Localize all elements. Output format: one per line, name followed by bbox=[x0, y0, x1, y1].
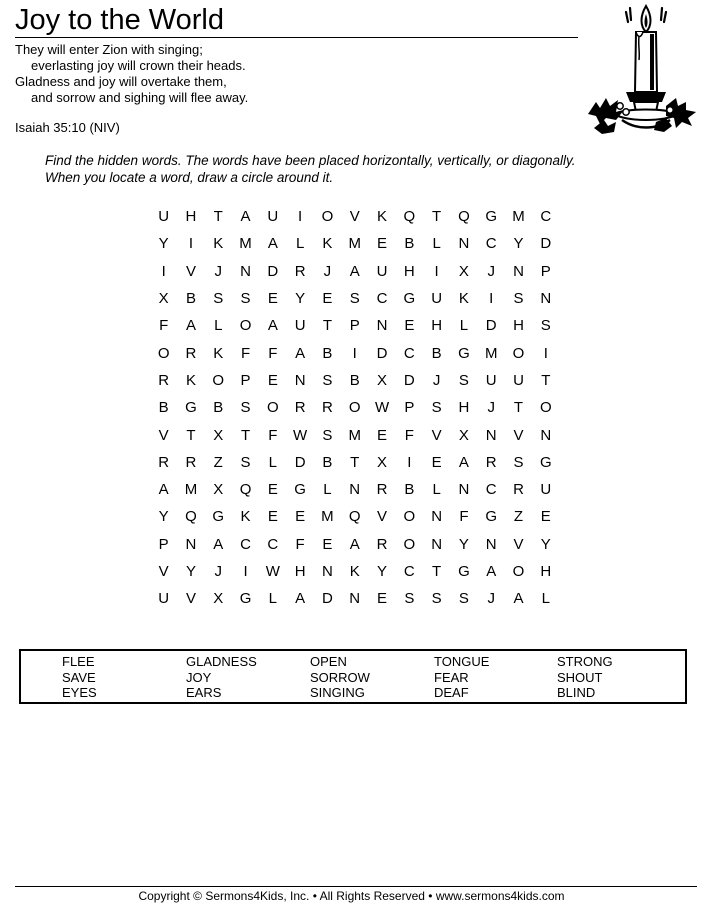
grid-letter[interactable]: S bbox=[349, 290, 360, 308]
grid-letter[interactable]: G bbox=[185, 399, 197, 417]
scripture-verse bbox=[15, 42, 575, 106]
word-sorrow: SORROW bbox=[310, 669, 370, 685]
word-save: SAVE bbox=[62, 669, 96, 685]
grid-letter[interactable]: G bbox=[239, 590, 252, 608]
grid-letter[interactable]: N bbox=[294, 371, 306, 389]
grid-letter[interactable]: Y bbox=[185, 563, 196, 580]
grid-letter[interactable]: N bbox=[240, 262, 251, 280]
grid-letter[interactable]: I bbox=[407, 453, 412, 471]
grid-letter[interactable]: S bbox=[513, 290, 524, 308]
grid-letter[interactable]: F bbox=[404, 426, 414, 444]
grid-letter[interactable]: S bbox=[240, 399, 251, 417]
grid-letter[interactable]: G bbox=[403, 290, 416, 308]
grid-letter[interactable]: Q bbox=[458, 208, 470, 226]
grid-letter[interactable]: T bbox=[186, 426, 196, 444]
grid-letter[interactable]: H bbox=[431, 317, 443, 335]
grid-letter[interactable]: V bbox=[185, 262, 196, 280]
grid-letter[interactable]: D bbox=[540, 235, 552, 253]
grid-letter[interactable]: E bbox=[295, 508, 306, 526]
grid-letter[interactable]: H bbox=[540, 563, 552, 580]
grid-letter[interactable]: E bbox=[267, 290, 278, 308]
grid-letter[interactable]: P bbox=[349, 317, 360, 335]
grid-letter[interactable]: C bbox=[485, 235, 497, 253]
grid-letter[interactable]: S bbox=[458, 590, 469, 608]
grid-letter[interactable]: O bbox=[512, 344, 525, 362]
word-gladness: GLADNESS bbox=[186, 654, 257, 669]
grid-letter[interactable]: G bbox=[485, 508, 498, 526]
grid-letter[interactable]: U bbox=[267, 208, 279, 226]
verse-line-3: Gladness and joy will overtake them, bbox=[15, 74, 227, 89]
grid-letter[interactable]: E bbox=[377, 235, 388, 253]
word-list-column-1 bbox=[62, 654, 97, 701]
word-list-column-3 bbox=[310, 654, 370, 701]
grid-letter[interactable]: A bbox=[240, 208, 251, 226]
grid-letter[interactable]: C bbox=[403, 344, 415, 362]
grid-letter[interactable]: X bbox=[458, 426, 469, 444]
grid-letter[interactable]: O bbox=[239, 317, 252, 335]
grid-letter[interactable]: S bbox=[458, 371, 469, 389]
grid-letter[interactable]: S bbox=[513, 453, 524, 471]
verse-line-4: and sorrow and sighing will flee away. bbox=[31, 90, 249, 105]
grid-letter[interactable]: G bbox=[294, 481, 306, 499]
grid-letter[interactable]: V bbox=[349, 208, 360, 226]
grid-letter[interactable]: M bbox=[239, 235, 252, 253]
grid-letter[interactable]: L bbox=[268, 590, 277, 608]
grid-letter[interactable]: O bbox=[321, 208, 334, 226]
grid-letter[interactable]: O bbox=[348, 399, 361, 417]
grid-letter[interactable]: S bbox=[322, 426, 333, 444]
grid-letter[interactable]: R bbox=[294, 262, 306, 280]
grid-letter[interactable]: B bbox=[404, 481, 415, 499]
grid-letter[interactable]: A bbox=[513, 590, 524, 608]
grid-letter[interactable]: S bbox=[322, 371, 333, 389]
grid-letter[interactable]: K bbox=[349, 563, 360, 580]
grid-letter[interactable]: D bbox=[403, 371, 415, 389]
grid-letter[interactable]: E bbox=[267, 508, 278, 526]
grid-letter[interactable]: M bbox=[348, 235, 361, 253]
word-open: OPEN bbox=[310, 654, 347, 669]
grid-letter[interactable]: F bbox=[459, 508, 469, 526]
grid-letter[interactable]: R bbox=[294, 399, 306, 417]
grid-letter[interactable]: L bbox=[323, 481, 332, 499]
grid-letter[interactable]: O bbox=[267, 399, 279, 417]
grid-letter[interactable]: E bbox=[377, 426, 388, 444]
grid-letter[interactable]: G bbox=[485, 208, 498, 226]
grid-letter[interactable]: F bbox=[268, 344, 278, 362]
grid-letter[interactable]: G bbox=[458, 344, 470, 362]
grid-letter[interactable]: R bbox=[513, 481, 524, 499]
grid-letter[interactable]: V bbox=[513, 426, 524, 444]
grid-letter[interactable]: Y bbox=[158, 235, 169, 253]
grid-letter[interactable]: A bbox=[295, 344, 306, 362]
grid-letter[interactable]: P bbox=[540, 262, 551, 280]
grid-letter[interactable]: U bbox=[376, 262, 388, 280]
grid-letter[interactable]: J bbox=[323, 262, 332, 280]
grid-letter[interactable]: N bbox=[513, 262, 524, 280]
grid-letter[interactable]: C bbox=[240, 535, 251, 553]
grid-letter[interactable]: M bbox=[321, 508, 334, 526]
grid-letter[interactable]: S bbox=[240, 453, 251, 471]
grid-letter[interactable]: N bbox=[322, 563, 333, 580]
grid-letter[interactable]: V bbox=[158, 563, 169, 580]
grid-letter[interactable]: C bbox=[540, 208, 552, 226]
grid-letter[interactable]: N bbox=[485, 535, 497, 553]
grid-letter[interactable]: E bbox=[540, 508, 551, 526]
grid-letter[interactable]: R bbox=[376, 481, 388, 499]
grid-letter[interactable]: N bbox=[458, 481, 470, 499]
grid-letter[interactable]: U bbox=[485, 371, 497, 389]
grid-letter[interactable]: R bbox=[158, 453, 170, 471]
word-ears: EARS bbox=[186, 685, 222, 700]
grid-letter[interactable]: I bbox=[352, 344, 357, 362]
grid-letter[interactable]: P bbox=[404, 399, 415, 417]
grid-letter[interactable]: A bbox=[267, 317, 278, 335]
grid-letter[interactable]: G bbox=[539, 453, 552, 471]
grid-letter[interactable]: R bbox=[158, 371, 170, 389]
grid-letter[interactable]: E bbox=[267, 371, 278, 389]
grid-letter[interactable]: Q bbox=[403, 208, 416, 226]
grid-letter[interactable]: P bbox=[158, 535, 169, 553]
grid-letter[interactable]: U bbox=[158, 208, 170, 226]
grid-letter[interactable]: Q bbox=[239, 481, 252, 499]
grid-letter[interactable]: Z bbox=[213, 453, 223, 471]
grid-letter[interactable]: N bbox=[431, 535, 443, 553]
grid-letter[interactable]: I bbox=[298, 208, 303, 226]
word-fear: FEAR bbox=[434, 669, 469, 685]
grid-letter[interactable]: V bbox=[158, 426, 169, 444]
instructions-line-1: Find the hidden words. The words have been placed horizontally, vertically, or diagonally. bbox=[45, 153, 576, 168]
grid-letter[interactable]: W bbox=[374, 399, 390, 417]
grid-letter[interactable]: I bbox=[489, 290, 494, 308]
grid-letter[interactable]: N bbox=[376, 317, 388, 335]
grid-letter[interactable]: N bbox=[431, 508, 443, 526]
word-flee: FLEE bbox=[62, 654, 95, 669]
grid-letter[interactable]: J bbox=[487, 399, 495, 417]
grid-letter[interactable]: F bbox=[240, 344, 251, 362]
grid-letter[interactable]: A bbox=[185, 317, 196, 335]
grid-letter[interactable]: O bbox=[157, 344, 170, 362]
grid-letter[interactable]: S bbox=[431, 399, 442, 417]
grid-letter[interactable]: V bbox=[185, 590, 196, 608]
grid-letter[interactable]: F bbox=[159, 317, 169, 335]
grid-letter[interactable]: E bbox=[267, 481, 278, 499]
grid-letter[interactable]: B bbox=[158, 399, 169, 417]
grid-letter[interactable]: L bbox=[459, 317, 469, 335]
grid-letter[interactable]: V bbox=[431, 426, 442, 444]
grid-letter[interactable]: K bbox=[240, 508, 251, 526]
word-list-column-5 bbox=[557, 654, 613, 701]
grid-letter[interactable]: F bbox=[295, 535, 305, 553]
grid-letter[interactable]: A bbox=[458, 453, 469, 471]
grid-letter[interactable]: E bbox=[404, 317, 415, 335]
grid-letter[interactable]: H bbox=[185, 208, 197, 226]
grid-letter[interactable]: M bbox=[184, 481, 198, 499]
grid-letter[interactable]: D bbox=[294, 453, 306, 471]
candle-with-holly-icon bbox=[586, 2, 698, 136]
grid-letter[interactable]: B bbox=[349, 371, 360, 389]
grid-letter[interactable]: S bbox=[240, 290, 251, 308]
grid-letter[interactable]: E bbox=[431, 453, 442, 471]
grid-letter[interactable]: S bbox=[540, 317, 551, 335]
word-tongue: TONGUE bbox=[434, 654, 490, 669]
grid-letter[interactable]: E bbox=[377, 590, 388, 608]
grid-letter[interactable]: D bbox=[322, 590, 333, 608]
grid-letter[interactable]: J bbox=[432, 371, 441, 389]
grid-letter[interactable]: B bbox=[431, 344, 442, 362]
grid-letter[interactable]: R bbox=[185, 453, 197, 471]
grid-letter[interactable]: E bbox=[322, 290, 333, 308]
word-list-box bbox=[19, 649, 687, 704]
instructions bbox=[45, 152, 665, 186]
grid-letter[interactable]: D bbox=[485, 317, 497, 335]
grid-letter[interactable]: K bbox=[213, 344, 224, 362]
copyright-notice: Copyright © Sermons4Kids, Inc. • All Rights Reserved • www.sermons4kids.com bbox=[138, 889, 565, 903]
word-strong: STRONG bbox=[557, 654, 613, 669]
grid-letter[interactable]: T bbox=[322, 317, 333, 335]
grid-letter[interactable]: U bbox=[294, 317, 306, 335]
grid-letter[interactable]: U bbox=[431, 290, 443, 308]
grid-letter[interactable]: M bbox=[512, 208, 525, 226]
grid-letter[interactable]: T bbox=[240, 426, 251, 444]
grid-letter[interactable]: C bbox=[403, 563, 415, 580]
grid-letter[interactable]: B bbox=[322, 344, 333, 362]
word-shout: SHOUT bbox=[557, 669, 603, 685]
grid-letter[interactable]: N bbox=[458, 235, 470, 253]
grid-letter[interactable]: C bbox=[267, 535, 279, 553]
grid-letter[interactable]: Y bbox=[295, 290, 306, 308]
grid-letter[interactable]: X bbox=[377, 453, 388, 471]
grid-letter[interactable]: T bbox=[432, 563, 442, 580]
grid-letter[interactable]: V bbox=[377, 508, 388, 526]
grid-letter[interactable]: H bbox=[458, 399, 470, 417]
grid-letter[interactable]: B bbox=[322, 453, 333, 471]
grid-letter[interactable]: U bbox=[540, 481, 552, 499]
grid-letter[interactable]: I bbox=[161, 262, 166, 280]
grid-letter[interactable]: W bbox=[265, 563, 280, 580]
grid-letter[interactable]: K bbox=[458, 290, 469, 308]
grid-letter[interactable]: R bbox=[322, 399, 333, 417]
grid-letter[interactable]: I bbox=[188, 235, 194, 253]
grid-letter[interactable]: T bbox=[541, 371, 551, 389]
grid-letter[interactable]: Y bbox=[458, 535, 469, 553]
word-list-column-2 bbox=[186, 654, 257, 701]
grid-letter[interactable]: X bbox=[158, 290, 169, 308]
grid-letter[interactable]: R bbox=[485, 453, 497, 471]
page-title: Joy to the World bbox=[15, 4, 225, 36]
grid-letter[interactable]: O bbox=[403, 535, 416, 553]
grid-letter[interactable]: Q bbox=[185, 508, 197, 526]
grid-letter[interactable]: S bbox=[431, 590, 442, 608]
grid-letter[interactable]: N bbox=[349, 590, 361, 608]
word-deaf: DEAF bbox=[434, 685, 469, 700]
grid-letter[interactable]: C bbox=[485, 481, 497, 499]
word-search-grid[interactable] bbox=[150, 203, 559, 612]
grid-letter[interactable]: J bbox=[487, 262, 495, 280]
word-singing: SINGING bbox=[310, 685, 365, 700]
grid-letter[interactable]: K bbox=[213, 235, 224, 253]
grid-letter[interactable]: I bbox=[243, 563, 248, 580]
grid-letter[interactable]: T bbox=[513, 399, 524, 417]
word-list-column-4 bbox=[434, 654, 489, 701]
word-eyes: EYES bbox=[62, 685, 97, 700]
grid-letter[interactable]: Y bbox=[513, 235, 524, 253]
grid-letter[interactable]: S bbox=[404, 590, 415, 608]
grid-letter[interactable]: J bbox=[487, 590, 495, 608]
grid-letter[interactable]: O bbox=[403, 508, 416, 526]
grid-letter[interactable]: A bbox=[267, 235, 278, 253]
grid-letter[interactable]: U bbox=[513, 371, 524, 389]
grid-letter[interactable]: N bbox=[185, 535, 197, 553]
grid-letter[interactable]: L bbox=[541, 590, 550, 608]
grid-letter[interactable]: T bbox=[213, 208, 223, 226]
grid-letter[interactable]: X bbox=[458, 262, 469, 280]
grid-letter[interactable]: D bbox=[267, 262, 279, 280]
grid-letter[interactable]: D bbox=[376, 344, 388, 362]
grid-letter[interactable]: A bbox=[295, 590, 306, 608]
grid-letter[interactable]: T bbox=[432, 208, 442, 226]
grid-letter[interactable]: B bbox=[213, 399, 224, 417]
grid-letter[interactable]: L bbox=[432, 481, 441, 499]
verse-line-1: They will enter Zion with singing; bbox=[15, 42, 203, 57]
grid-letter[interactable]: Y bbox=[540, 535, 551, 553]
grid-letter[interactable]: H bbox=[403, 262, 415, 280]
grid-letter[interactable]: L bbox=[432, 235, 441, 253]
grid-letter[interactable]: A bbox=[349, 262, 360, 280]
grid-letter[interactable]: A bbox=[349, 535, 360, 553]
grid-letter[interactable]: L bbox=[268, 453, 277, 471]
grid-letter[interactable]: L bbox=[295, 235, 305, 253]
grid-letter[interactable]: B bbox=[404, 235, 415, 253]
grid-letter[interactable]: I bbox=[543, 344, 548, 362]
instructions-line-2: When you locate a word, draw a circle around it. bbox=[45, 170, 334, 185]
grid-letter[interactable]: G bbox=[212, 508, 225, 526]
grid-letter[interactable]: X bbox=[213, 590, 224, 608]
grid-letter[interactable]: H bbox=[294, 563, 306, 580]
grid-letter[interactable]: T bbox=[350, 453, 360, 471]
scripture-reference: Isaiah 35:10 (NIV) bbox=[15, 120, 120, 135]
grid-letter[interactable]: H bbox=[513, 317, 524, 335]
grid-letter[interactable]: X bbox=[377, 371, 388, 389]
grid-letter[interactable]: F bbox=[268, 426, 278, 444]
grid-letter[interactable]: N bbox=[540, 290, 552, 308]
grid-letter[interactable]: X bbox=[213, 481, 224, 499]
grid-letter[interactable]: Y bbox=[377, 563, 388, 580]
grid-letter[interactable]: J bbox=[214, 262, 222, 280]
grid-letter[interactable]: V bbox=[513, 535, 524, 553]
grid-letter[interactable]: W bbox=[293, 426, 308, 444]
grid-letter[interactable]: Q bbox=[348, 508, 361, 526]
grid-letter[interactable]: B bbox=[185, 290, 196, 308]
grid-letter[interactable]: P bbox=[240, 371, 251, 389]
grid-letter[interactable]: A bbox=[486, 563, 497, 580]
grid-letter[interactable]: R bbox=[376, 535, 388, 553]
grid-letter[interactable]: Y bbox=[158, 508, 169, 526]
grid-letter[interactable]: N bbox=[540, 426, 552, 444]
grid-letter[interactable]: N bbox=[485, 426, 497, 444]
grid-letter[interactable]: K bbox=[185, 371, 196, 389]
grid-letter[interactable]: O bbox=[212, 371, 225, 389]
grid-letter[interactable]: N bbox=[349, 481, 361, 499]
grid-letter[interactable]: R bbox=[185, 344, 197, 362]
grid-letter[interactable]: A bbox=[158, 481, 169, 499]
grid-letter[interactable]: Z bbox=[513, 508, 524, 526]
grid-letter[interactable]: U bbox=[158, 590, 170, 608]
grid-letter[interactable]: O bbox=[539, 399, 552, 417]
verse-line-2: everlasting joy will crown their heads. bbox=[31, 58, 246, 73]
word-blind: BLIND bbox=[557, 685, 596, 700]
footer-divider bbox=[15, 886, 697, 887]
grid-letter[interactable]: M bbox=[348, 426, 361, 444]
grid-letter[interactable]: X bbox=[213, 426, 224, 444]
word-joy: JOY bbox=[186, 669, 212, 685]
grid-letter[interactable]: E bbox=[322, 535, 333, 553]
grid-letter[interactable]: I bbox=[434, 262, 439, 280]
grid-letter[interactable]: O bbox=[512, 563, 525, 580]
grid-letter[interactable]: S bbox=[213, 290, 224, 308]
grid-letter[interactable]: L bbox=[214, 317, 223, 335]
grid-letter[interactable]: J bbox=[214, 563, 222, 580]
grid-letter[interactable]: M bbox=[484, 344, 498, 362]
grid-letter[interactable]: G bbox=[458, 563, 470, 580]
grid-letter[interactable]: K bbox=[377, 208, 388, 226]
grid-letter[interactable]: C bbox=[376, 290, 388, 308]
title-underline bbox=[15, 37, 578, 38]
grid-letter[interactable]: A bbox=[213, 535, 224, 553]
grid-letter[interactable]: K bbox=[322, 235, 333, 253]
